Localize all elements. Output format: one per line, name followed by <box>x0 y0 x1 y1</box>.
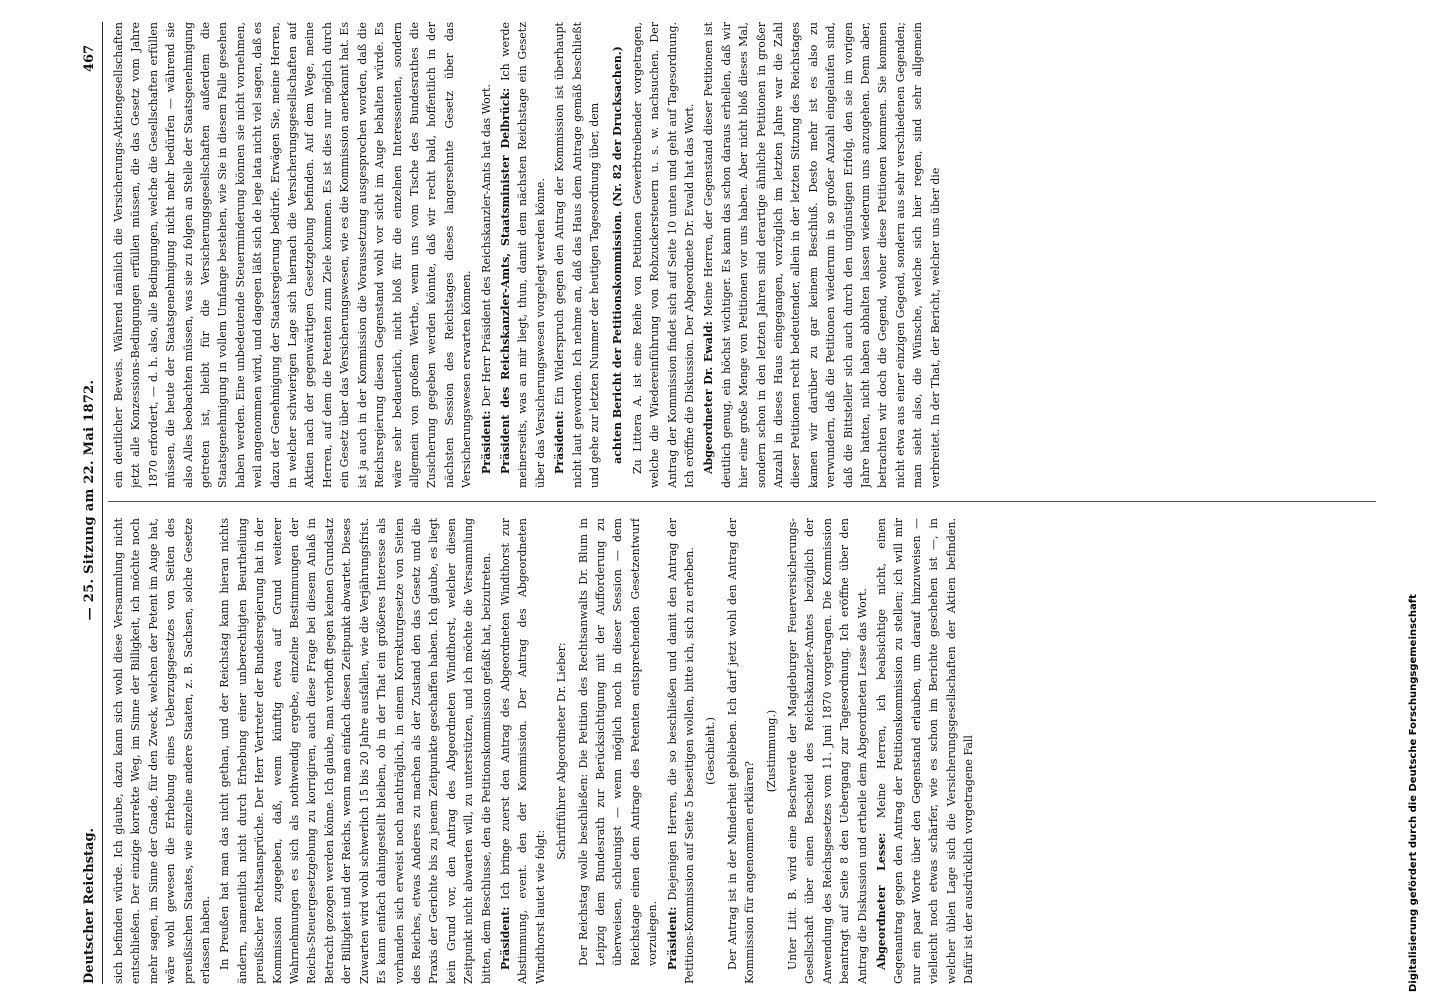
paragraph <box>551 22 603 488</box>
text-column-right <box>110 22 1372 488</box>
paragraph-text: In Preußen hat man das nicht gethan, und der Reichstag kann hieran nichts ändern, namentlich nicht durch Erhebung einer unberechtigten Beurtheilung preußischer Rechtsansprüche. Der Herr Vertreter der Bundesregierung hat in der Kommission zugegeben, daß, wenn künftig etwa auf Grund weiterer Wahrnehmungen es sich als nothwendig ergebe, einzelne Bestimmungen der Reichs-Steuergesetzgebung zu korrigiren, auch diese Frage bei diesem Anlaß in Betracht gezogen werden könne. Ich glaube, man verhofft gegen keinen Grundsatz der Billigkeit und der Reichs, wenn man einfach diesen Zeitpunkt abwartet. Dieses Zuwarten wird wohl schwerlich 15 bis 20 Jahre ausfallen, wie die Verjährungsfrist. Es kann einfach dahingestellt bleiben, ob in der That ein größeres Interesse als vorhanden sich erweist noch nachträglich, in einem Korrekturgesetze von Seiten des Reiches, etwas Anderes zu machen als der Zustand den das Gesetz und die Praxis der Gerichte bis zu jenem Zeitpunkte geschaffen haben. Ich glaube, es liegt kein Grund vor, den Antrag des Abgeordneten Windthorst, welcher diesen Zeitpunkt nicht abwarten will, zu unterstützen, und ich möchte die Versammlung bitten, dem Beschlusse, den die Petitionskommission gefaßt hat, beizutreten. <box>218 518 493 984</box>
paragraph-text: Ich werde meinerseits, was an mir liegt, thun, damit dem nächsten Reichstage ein Gesetz über das Versicherungswesen vorgelegt werden könne. <box>498 22 547 488</box>
stage-direction <box>553 518 570 984</box>
paragraph <box>784 518 871 984</box>
digitization-credit: Digitalisierung gefördert durch die Deutsche Forschungsgemeinschaft <box>1408 594 1419 992</box>
paragraph-text: Der Reichstag wolle beschließen: Die Petition des Rechtsanwalts Dr. Blum in Leipzig dem Bundesrath zur Berücksichtigung mit der Aufforderung zu überweisen, schleunigst — wenn möglich noch in dieser Session — dem Reichstage einen dem Antrage des Petenten entsprechenden Gesetzentwurf vorzulegen. <box>576 518 660 966</box>
stage-direction <box>763 518 780 984</box>
paragraph <box>664 518 699 984</box>
running-header-left: Deutscher Reichstag. <box>82 827 97 984</box>
motion-text <box>575 518 662 984</box>
paragraph-text: Ich bringe zuerst den Antrag des Abgeordneten Windthorst zur Abstimmung, event. den der Kommission. Der Antrag des Abgeordneten Windthorst lautet wie folgt: <box>498 518 547 984</box>
speaker-name: Präsident: <box>498 899 512 970</box>
speaker-name: Präsident: <box>553 405 567 474</box>
running-header-session: — 25. Sitzung am 22. Mai 1872. <box>82 379 97 621</box>
section-heading <box>609 22 626 488</box>
paragraph <box>478 22 495 488</box>
speaker-name: Präsident: <box>479 406 493 474</box>
paragraph <box>110 518 214 984</box>
speaker-name: Abgeordneter Dr. Ewald: <box>702 316 716 474</box>
header-rule <box>102 22 103 984</box>
paragraph-text: Der Herr Präsident des Reichskanzler-Amts hat das Wort. <box>479 84 493 407</box>
column-divider <box>108 501 1376 502</box>
paragraph-text: (Zustimmung.) <box>764 709 778 793</box>
paragraph <box>873 518 977 984</box>
paragraph <box>216 518 495 984</box>
paragraph-text: Meine Herren, ich beabsichtige nicht, einen Gegenantrag gegen den Antrag der Petitionskommission zu stellen; ich will mir nur ein paar Worte über den Gegenstand erlauben, um darauf hinzuweisen — vielleicht noch etwas schärfer, wie es schon im Berichte geschehen ist —, in welcher üblen Lage sich die Versicherungsgesellschaften der Aktien befinden. Dafür ist der ausdrücklich vorgetragene Fall <box>875 518 976 984</box>
page-number: 467 <box>82 44 97 72</box>
paragraph-text: Der Antrag ist in der Minderheit geblieben. Ich darf jetzt wohl den Antrag der Kommission für angenommen erklären? <box>725 518 757 984</box>
stage-direction <box>702 518 719 984</box>
paragraph-text: Unter Litt. B. wird eine Beschwerde der Magdeburger Feuerversicherungs-Gesellschaft über einen Bescheid des Reichskanzler-Amtes bezüglich der Anwendung des Reichsgesetzes vom 11. Juni 1870 vorgetragen. Die Kommission beantragt auf Seite 8 den Uebergang zur Tagesordnung. Ich eröffne über den Antrag die Diskussion und ertheile dem Abgeordneten Lesse das Wort. <box>786 518 869 984</box>
paragraph-text: Ein Widerspruch gegen den Antrag der Kommission ist überhaupt nicht laut geworden. Ich nehme an, daß das Haus dem Antrage gemäß beschließt und gehe zur letzten Nummer der heutigen Tagesordnung über, dem <box>553 22 601 488</box>
speaker-name: Präsident des Reichskanzler-Amts, Staatsminister Delbrück: <box>498 80 512 474</box>
speaker-name: Präsident: <box>665 900 679 970</box>
paragraph-text: ein deutlicher Beweis. Während nämlich die Versicherungs-Aktiengesellschaften jetzt alle Konzessions-Bedingungen erfüllen müssen, die das Gesetz vom Jahre 1870 erfordert, — d. h. also, alle Bedingungen, welche die Gesellschaften erfüllen müssen, die heute der Staatsgenehmigung nicht mehr bedürfen — während sie also Alles beobachten müssen, was sie zu folgen an Stelle der Staatsgenehmigung getreten ist, bleibt für die Versicherungsgesellschaften außerdem die Staatsgenehmigung in vollem Umfange bestehen, wie Sie in diesem Falle gesehen haben werden. Eine unbedeutende Steuerminderung können sie nicht vornehmen, weil angenommen wird, und dagegen läßt sich de lege lata nicht viel sagen, daß es dazu der Genehmigung der Staatsregierung bedürfe. Erwägen Sie, meine Herren, in welcher schwierigen Lage sich hiernach die Versicherungsgesellschaften auf Aktien nach der gegenwärtigen Gesetzgebung befinden. Auf dem Wege, meine Herren, auf dem die Petenten zum Ziele kommen. Es ist dies nur möglich durch ein Gesetz über das Versicherungswesen, wie es die Kommission anerkannt hat. Es ist ja auch in der Kommission die Voraussetzung ausgesprochen worden, daß die Reichsregierung diesen Gegenstand wohl vor sicht im Auge behalten würde. Es wäre sehr bedauerlich, nicht bloß für die einzelnen Interessenten, sondern allgemein von großem Werthe, wenn uns vom Tische des Bundesrathes die Zusicherung gegeben werden könnte, daß wir recht bald, hoffentlich in der nächsten Session des Reichstages dieses langersehnte Gesetz über das Versicherungswesen erwarten können. <box>112 22 474 488</box>
paragraph-text: sich befinden würde. Ich glaube, dazu kann sich wohl diese Versammlung nicht entschließen. Der einzige korrekte Weg, im Sinne der Billigkeit, ich möchte noch mehr sagen, im Sinne der Gnade, für den Zweck, welchen der Petent im Auge hat, wäre wohl gewesen die Erhebung eines Ueberzugsgesetzes von Seiten des preußischen Staates, wie einzelne andere Staaten, z. B. Sachsen, solche Gesetze erlassen haben. <box>112 518 213 984</box>
paragraph <box>497 22 549 488</box>
paragraph <box>497 518 549 984</box>
paragraph-text: (Geschieht.) <box>704 717 718 785</box>
paragraph-text: Meine Herren, der Gegenstand dieser Petitionen ist deutlich genug, ein höchst wichtiger. Es kann das schon daraus erhellen, daß wir hier eine große Menge von Petitionen vor uns haben. Aber nicht bloß dieses Mal, sondern schon in den letzten Jahren sind derartige ähnliche Petitionen in großer Anzahl in dieses Haus eingegangen, vorzüglich im letzten Jahre war die Zahl dieser Petitionen recht bedeutender, allein in der letzten Sitzung des Reichstages kamen wir darüber zu gar keinem Beschluß. Desto mehr ist es also zu verwundern, daß die Petitionen wiederum in so großer Anzahl eingelaufen sind, daß die Bittsteller sich auch durch den ungünstigen Erfolg, den sie im vorigen Jahre hatten, nicht haben abhalten lassen wiederum uns anzugehen. Denn aber, betrachten wir doch die Gegend, woher diese Petitionen kommen. Sie kommen nicht etwa aus einer einzigen Gegend, sondern aus sehr verschiedenen Gegenden; man sieht also, die Wünsche, welche sich hier regen, sind sehr allgemein verbreitet. In der That, der Bericht, welcher uns über die <box>702 22 942 488</box>
paragraph-text: Zu Littera A. ist eine Reihe von Petitionen Gewerbtreibender vorgetragen, welche die Wiedereinführung von Rohzuckersteuern u. s. w. nachsuchen. Der Antrag der Kommission findet sich auf Seite 10 unten und geht auf Tagesordnung. Ich eröffne die Diskussion. Der Abgeordnete Dr. Ewald hat das Wort. <box>630 22 696 488</box>
paragraph <box>110 22 476 488</box>
speaker-name: Abgeordneter Lesse: <box>875 818 889 970</box>
paragraph-text: Schriftführer Abgeordneter Dr. Lieber: <box>555 642 569 860</box>
paragraph-text: Diejenigen Herren, die so beschließen und damit den Antrag der Petitions-Kommission auf Seite 5 beseitigen wollen, bitte ich, sich zu erheben. <box>665 518 696 984</box>
paragraph <box>724 518 759 984</box>
paragraph-text: achten Bericht der Petitionskommission. (Nr. 82 der Drucksachen.) <box>611 46 625 464</box>
paragraph <box>700 22 944 488</box>
text-column-left <box>110 518 1372 984</box>
paragraph <box>629 22 699 488</box>
